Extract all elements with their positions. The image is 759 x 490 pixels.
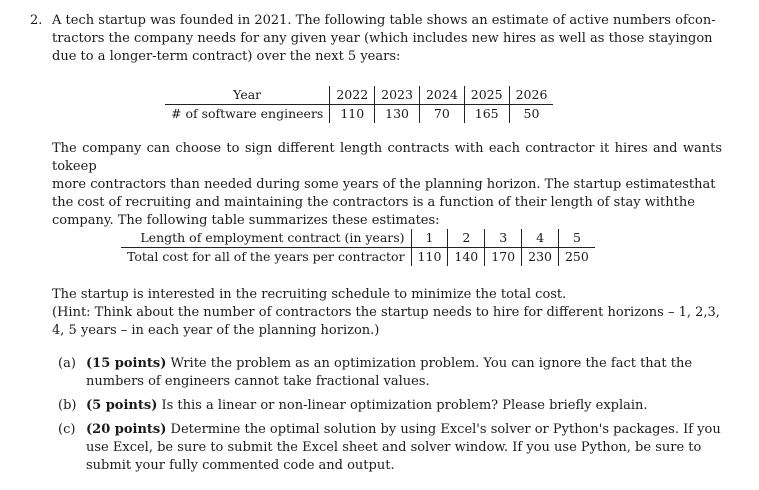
contract-cost-table	[121, 229, 595, 266]
year-cell: 2025	[464, 86, 509, 105]
paragraph-line: company. The following table summarizes these estimates:	[52, 213, 440, 228]
objective-paragraph	[52, 286, 722, 340]
table-row	[121, 248, 595, 267]
engineers-cell: 50	[523, 106, 540, 121]
engineers-cell: 70	[419, 105, 464, 124]
paragraph-line: 4, 5 years – in each year of the planning horizon.)	[52, 323, 380, 338]
engineers-cell: 110	[330, 105, 375, 124]
part-label: (b)	[58, 398, 77, 413]
part-text: Determine the optimal solution by using Excel's solver or Python's packages. If you	[166, 422, 721, 437]
contract-paragraph	[52, 140, 722, 230]
year-cell: 2024	[419, 86, 464, 105]
part-label: (c)	[58, 422, 76, 437]
part-a	[58, 355, 722, 391]
engineers-cell: 130	[375, 105, 420, 124]
points-label: (20 points)	[86, 422, 167, 437]
length-cell: 4	[522, 229, 559, 248]
part-text: use Excel, be sure to submit the Excel sheet and solver window. If you use Python, be sure to	[86, 440, 702, 455]
cost-cell: 140	[448, 248, 485, 267]
paragraph-line: (Hint: Think about the number of contractors the startup needs to hire for different horizons – 1, 2,3,	[52, 305, 720, 320]
cost-cell: 170	[485, 248, 522, 267]
engineers-header: # of software engineers	[165, 105, 330, 124]
problem-intro	[30, 12, 730, 66]
points-label: (15 points)	[86, 356, 167, 371]
points-label: (5 points)	[86, 398, 158, 413]
part-text: submit your fully commented code and output.	[86, 458, 395, 473]
year-cell: 2022	[330, 86, 375, 105]
engineers-needed-table	[165, 86, 553, 123]
cost-header: Total cost for all of the years per contractor	[121, 248, 411, 267]
year-header: Year	[165, 86, 330, 105]
cost-cell: 250	[564, 249, 589, 264]
length-cell: 5	[558, 229, 594, 248]
paragraph-line: The company can choose to sign different length contracts with each contractor it hires and wants tokeep	[52, 141, 722, 174]
part-text: numbers of engineers cannot take fractional values.	[86, 374, 430, 389]
engineers-cell: 165	[464, 105, 509, 124]
cost-cell: 110	[411, 248, 448, 267]
cost-cell: 230	[522, 248, 559, 267]
table-row	[165, 105, 553, 124]
intro-line-1: A tech startup was founded in 2021. The following table shows an estimate of active numbers ofcon-	[52, 13, 716, 28]
part-text: Write the problem as an optimization problem. You can ignore the fact that the	[166, 356, 693, 371]
length-cell: 2	[448, 229, 485, 248]
length-header: Length of employment contract (in years)	[121, 229, 411, 248]
problem-number: 2.	[30, 13, 43, 28]
year-cell: 2023	[375, 86, 420, 105]
length-cell: 1	[411, 229, 448, 248]
part-c	[58, 421, 722, 475]
table-row	[165, 86, 553, 105]
part-b	[58, 397, 722, 415]
paragraph-line: The startup is interested in the recruiting schedule to minimize the total cost.	[52, 287, 567, 302]
part-text: Is this a linear or non-linear optimization problem? Please briefly explain.	[157, 398, 648, 413]
year-cell: 2026	[509, 86, 553, 105]
part-label: (a)	[58, 356, 76, 371]
paragraph-line: the cost of recruiting and maintaining the contractors is a function of their length of stay withthe	[52, 195, 695, 210]
intro-line-2: tractors the company needs for any given year (which includes new hires as well as those stayingon	[52, 31, 713, 46]
length-cell: 3	[485, 229, 522, 248]
question-parts	[58, 355, 722, 481]
paragraph-line: more contractors than needed during some years of the planning horizon. The startup estimatesthat	[52, 177, 716, 192]
table-row	[121, 229, 595, 248]
intro-line-3: due to a longer-term contract) over the next 5 years:	[52, 49, 401, 64]
